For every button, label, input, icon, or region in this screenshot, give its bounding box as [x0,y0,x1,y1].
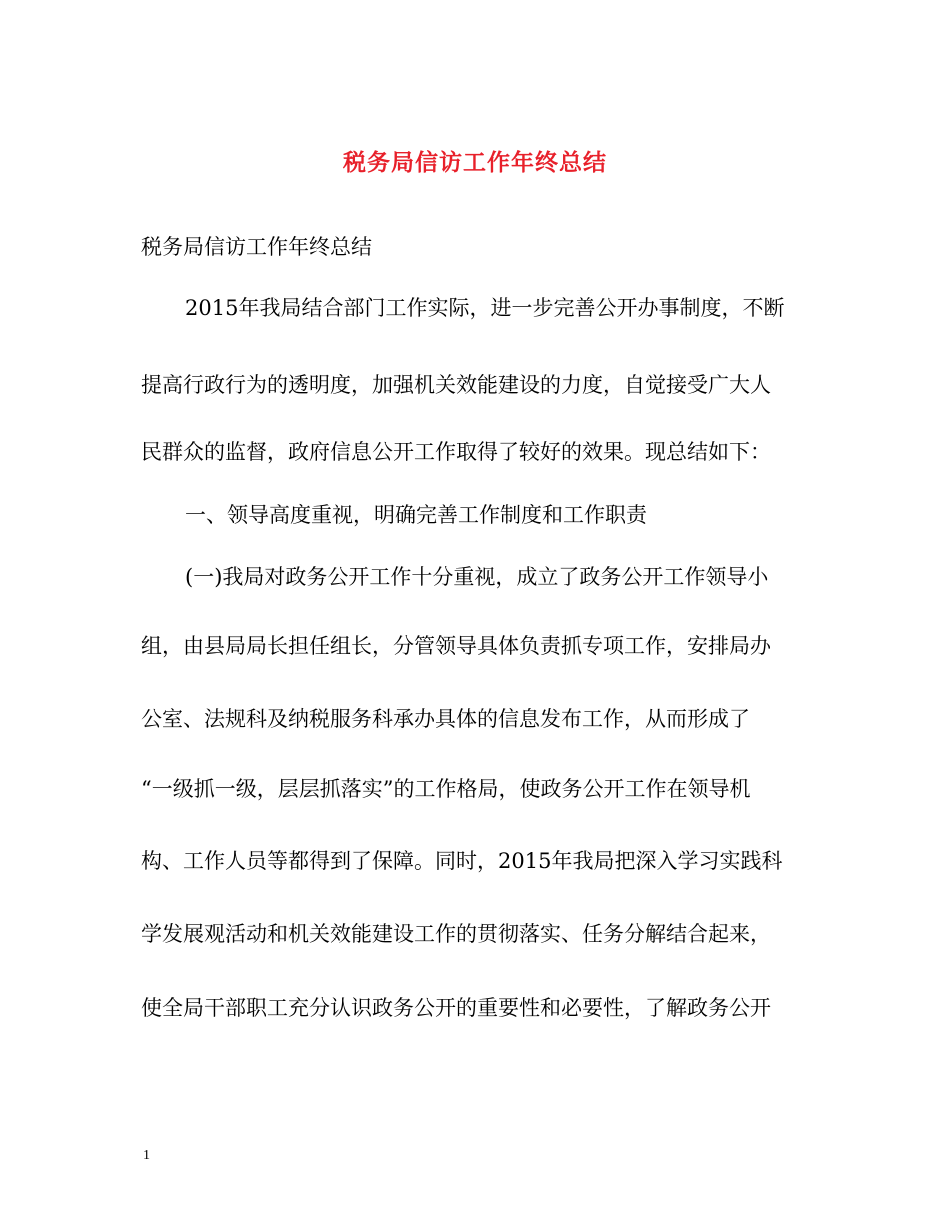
body-line: 构、工作人员等都得到了保障。同时，2015年我局把深入学习实践科 [141,849,783,873]
document-title: 税务局信访工作年终总结 [343,149,607,176]
section-heading: 一、领导高度重视，明确完善工作制度和工作职责 [185,503,647,527]
body-line: 提高行政行为的透明度，加强机关效能建设的力度，自觉接受广大人 [141,373,771,397]
body-line: “一级抓一级，层层抓落实”的工作格局，使政务公开工作在领导机 [141,777,751,801]
page-number: 1 [143,1148,150,1163]
body-line: 组，由县局局长担任组长，分管领导具体负责抓专项工作，安排局办 [141,634,771,658]
body-line: 2015年我局结合部门工作实际，进一步完善公开办事制度，不断 [185,296,785,320]
body-line: (一)我局对政务公开工作十分重视，成立了政务公开工作领导小 [185,565,769,589]
body-line: 学发展观活动和机关效能建设工作的贯彻落实、任务分解结合起来， [141,922,771,946]
body-line: 使全局干部职工充分认识政务公开的重要性和必要性，了解政务公开 [141,996,771,1020]
body-line: 公室、法规科及纳税服务科承办具体的信息发布工作，从而形成了 [141,707,750,731]
subtitle-line: 税务局信访工作年终总结 [141,235,372,259]
body-line: 民群众的监督，政府信息公开工作取得了较好的效果。现总结如下： [141,440,771,464]
